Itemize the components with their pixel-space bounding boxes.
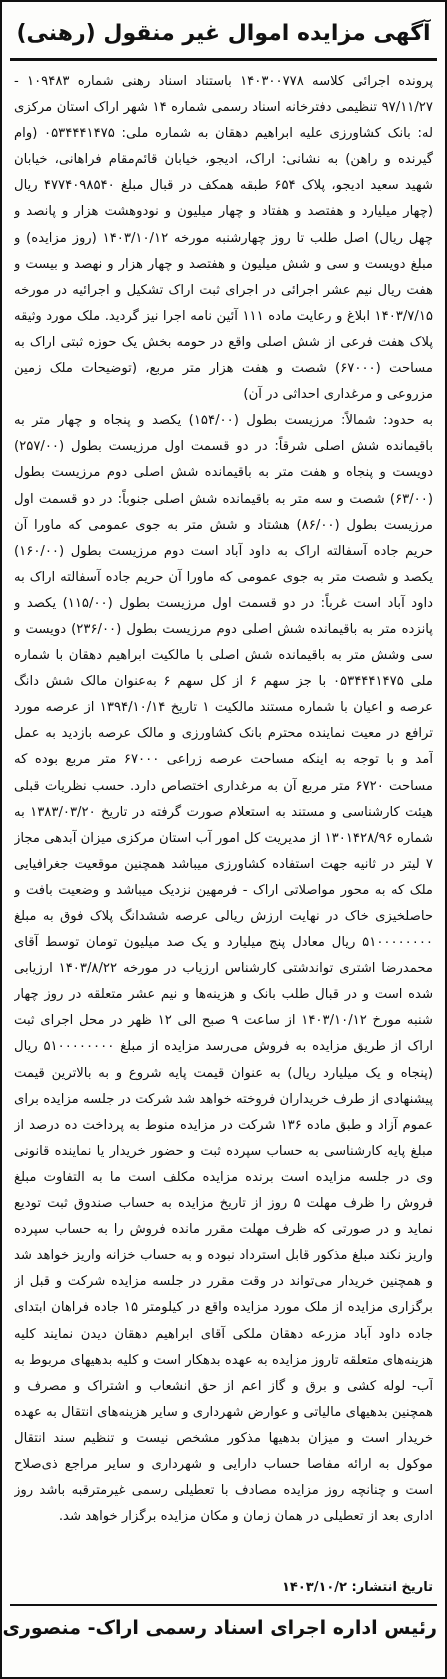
notice-title: آگهی مزایده اموال غیر منقول (رهنی) bbox=[10, 12, 437, 61]
publish-date: تاریخ انتشار: ۱۴۰۳/۱۰/۲ bbox=[281, 1580, 433, 1595]
footer-divider bbox=[10, 1604, 437, 1606]
notice-paragraph-case: پرونده اجرائی کلاسه ۱۴۰۳۰۰۷۷۸ باستناد اسناد رهنی شماره ۱۰۹۴۸۳ - ۹۷/۱۱/۲۷ تنظیمی دفترخانه اسناد رسمی شماره ۱۴ شهر اراک استان مرکزی له: بانک کشاورزی علیه ابراهیم دهقان به شماره ملی: ۰۵۳۴۴۴۱۴۷۵ (وام گیرنده و راهن) به نشانی: اراک، ادیجو، خیابان قائم‌مقام فراهانی، خیابان شهید سعید ادیجو، پلاک ۶۵۴ طبقه همکف در قبال مبلغ ۴۷۷۴۰۹۸۵۴۰ ریال (چهار میلیارد و هفتصد و هفتاد و چهار میلیون و نودوهشت هزار و پانصد و چهل ریال) اصل طلب تا روز چهارشنبه مورخه ۱۴۰۳/۱۰/۱۲ (روز مزایده) و مبلغ دویست و سی و شش میلیون و هفتصد و چهار هزار و نهصد و بیست و هفت ریال نیم عشر اجرائی در اجرای ثبت اراک تشکیل و اجرائیه در مورخه ۱۴۰۳/۷/۱۵ ابلاغ و رعایت ماده ۱۱۱ آئین نامه اجرا نیز گردید. ملک مورد وثیقه پلاک هفت فرعی از شش اصلی واقع در حومه بخش یک حوزه ثبتی اراک به مساحت (۶۷۰۰۰) شصت و هفت هزار متر مربع، (توضیحات ملک زمین مزروعی و مرغداری احداثی در آن) bbox=[14, 74, 433, 403]
notice-paragraph-boundaries: به حدود: شمالاً: مرزیست بطول (۱۵۴/۰۰) یکصد و پنجاه و چهار متر به باقیمانده شش اصلی شرقاً: در دو قسمت اول مرزیست بطول (۲۵۷/۰۰) دویست و پنجاه و هفت متر به باقیمانده شش اصلی دوم مرزیست بطول (۶۳/۰۰) شصت و سه متر به باقیمانده شش اصلی جنوباً: در دو قسمت اول مرزیست بطول (۸۶/۰۰) هشتاد و شش متر به جوی عمومی که ماورا آن حریم جاده آسفالته اراک به داود آباد است دوم مرزیست بطول (۱۶۰/۰۰) یکصد و شصت متر به جوی عمومی که ماورا آن حریم جاده آسفالته اراک به داود آباد است غرباً: در دو قسمت اول مرزیست بطول (۱۱۵/۰۰) یکصد و پانزده متر به باقیمانده شش اصلی دوم مرزیست بطول (۲۳۶/۰۰) دویست و سی وشش متر به باقیمانده شش اصلی با مالکیت ابراهیم دهقان با شماره ملی ۰۵۳۴۴۴۱۴۷۵ با جز سهم ۶ از کل سهم ۶ به‌عنوان مالک شش دانگ عرصه و اعیان با شماره مستند مالکیت ۱ تاریخ ۱۳۹۴/۱۰/۱۴ از عرصه مورد ترافع در معیت نماینده محترم بانک کشاورزی و مالک عرصه بازدید به عمل آمد و با توجه به اینکه مساحت عرصه زراعی ۶۷۰۰۰ متر مربع بوده که مساحت ۶۷۲۰ متر مربع آن به مرغداری اختصاص دارد. حسب نظریات قبلی هیئت کارشناسی و مستند به استعلام صورت گرفته در تاریخ ۱۳۸۳/۰۳/۲۰ به شماره ۱۳۰۱۴۲۸/۹۶ از مدیریت کل امور آب استان مرکزی میزان آبدهی مجاز ۷ لیتر در ثانیه جهت استفاده کشاورزی میباشد همچنین موقعیت جغرافیایی ملک که به محور مواصلاتی اراک - فرمهین نزدیک میباشد و وضعیت بافت و حاصلخیزی خاک در نهایت ارزش ریالی عرصه ششدانگ پلاک فوق به مبلغ ۵۱۰۰۰۰۰۰۰۰ ریال معادل پنج میلیارد و یک صد میلیون تومان توسط آقای محمدرضا اشتری تواندشتی کارشناس ارزیاب در مورخه ۱۴۰۳/۸/۲۲ ارزیابی شده است و در قبال طلب بانک و هزینه‌ها و نیم عشر متعلقه در روز چهار شنبه مورخ ۱۴۰۳/۱۰/۱۲ از ساعت ۹ صبح الی ۱۲ ظهر در محل اجرای ثبت اراک از طریق مزایده به فروش می‌رسد مزایده از مبلغ ۵۱۰۰۰۰۰۰۰۰ ریال (پنجاه و یک میلیارد ریال) به عنوان قیمت پایه شروع و به بالاترین قیمت پیشنهادی از طرف خریداران فروخته خواهد شد شرکت در جلسه مزایده برای عموم آزاد و طبق ماده ۱۳۶ شرکت در مزایده منوط به پرداخت ده درصد از مبلغ پایه کارشناسی به حساب سپرده ثبت و حضور خریدار یا نماینده قانونی وی در جلسه مزایده است برنده مزایده مکلف است ما به التفاوت مبلغ فروش را ظرف مهلت ۵ روز از تاریخ مزایده به حساب صندوق ثبت تودیع نماید و در صورتی که ظرف مهلت مقرر مانده فروش را به حساب سپرده واریز نکند مبلغ مذکور قابل استرداد نبوده و به حساب خزانه واریز خواهد شد و همچنین خریدار می‌تواند در وقت مقرر در جلسه مزایده شرکت و قبل از برگزاری مزایده از ملک مورد مزایده واقع در کیلومتر ۱۵ جاده فراهان ابتدای جاده داود آباد مزرعه دهقان ملکی آقای ابراهیم دهقان دیدن نمایند کلیه هزینه‌های متعلقه تاروز مزایده به عهده بدهکار است و کلیه بدهیهای مربوط به آب- لوله کشی و برق و گاز اعم از حق انشعاب و اشتراک و مصرف و همچنین بدهیهای مالیاتی و عوارض شهرداری و سایر هزینه‌های انتقال به عهده خریدار است و میزان بدهیها مذکور مشخص نیست و تنظیم سند انتقال موکول به ارائه مفاصا حساب دارایی و شهرداری و سایر مراجع ذی‌صلاح است و چنانچه روز مزایده مصادف با تعطیلی رسمی غیرمترقبه باشد روز اداری بعد از تعطیلی در همان زمان و مکان مزایده برگزار خواهد شد. bbox=[14, 413, 433, 1525]
signature-line: رئیس اداره اجرای اسناد رسمی اراک- منصوری bbox=[2, 1617, 437, 1639]
notice-body bbox=[14, 69, 433, 1574]
